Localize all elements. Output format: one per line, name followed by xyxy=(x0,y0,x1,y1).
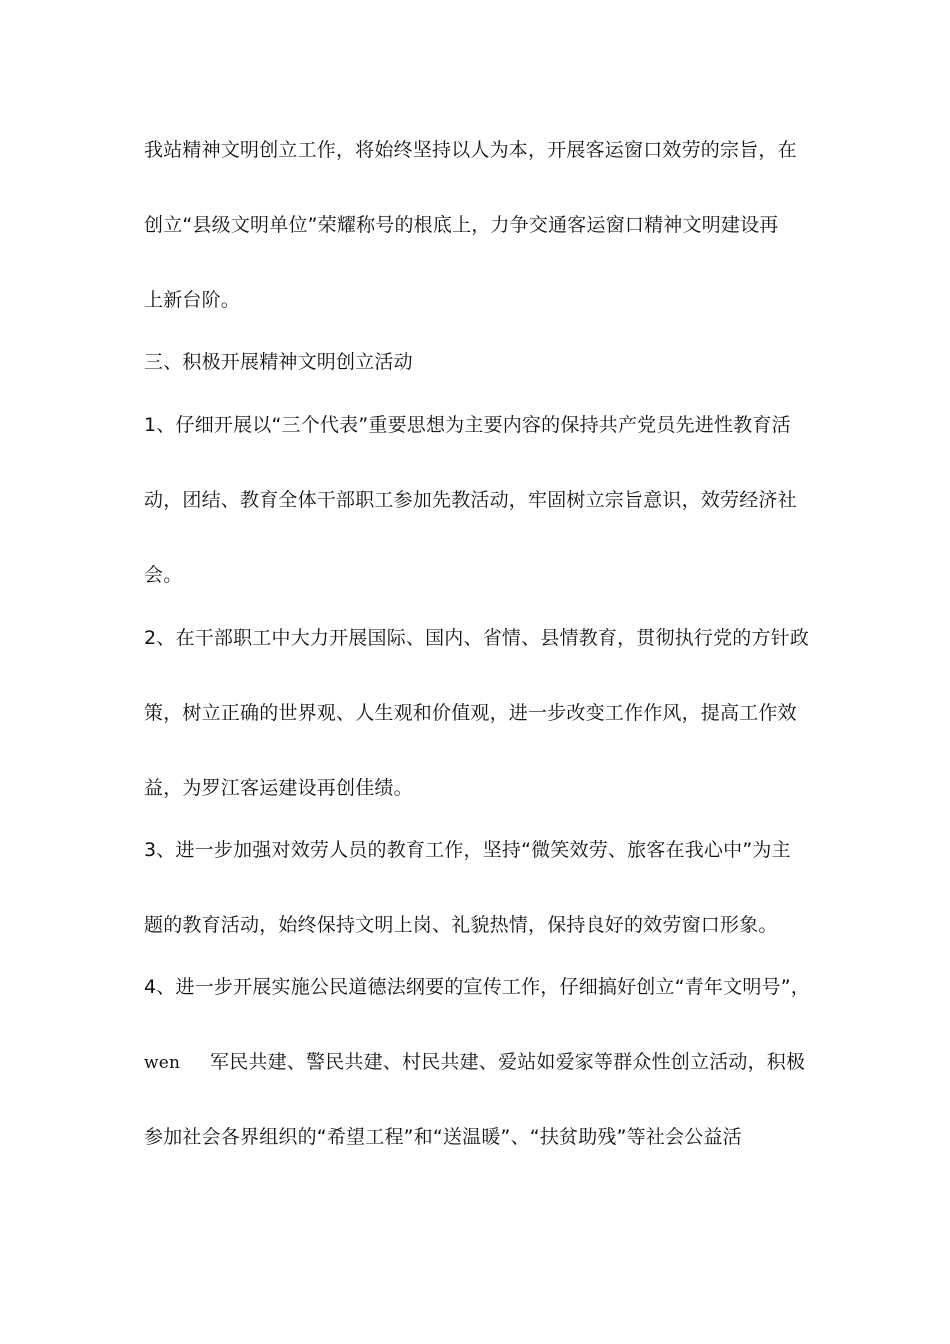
item-2-line-2: 策，树立正确的世界观、人生观和价值观，进一步改变工作作风，提高工作效 xyxy=(144,702,797,724)
item-2-line-3: 益，为罗江客运建设再创佳绩。 xyxy=(144,777,413,799)
item-4-line-1: 4、进一步开展实施公民道德法纲要的宣传工作，仔细搞好创立“青年文明号”， xyxy=(144,976,810,998)
item-3-line-1: 3、进一步加强对效劳人员的教育工作，坚持“微笑效劳、旅客在我心中”为主 xyxy=(144,839,791,861)
item-1-line-2: 动，团结、教育全体干部职工参加先教活动，牢固树立宗旨意识，效劳经济社 xyxy=(144,489,797,511)
item-2-line-1: 2、在干部职工中大力开展国际、国内、省情、县情教育，贯彻执行党的方针政 xyxy=(144,627,810,649)
item-4-line-3: 参加社会各界组织的“希望工程”和“送温暖”、“扶贫助残”等社会公益活 xyxy=(144,1126,742,1148)
paragraph-line-1: 我站精神文明创立工作，将始终坚持以人为本，开展客运窗口效劳的宗旨，在 xyxy=(144,139,797,161)
item-1-line-1: 1、仔细开展以“三个代表”重要思想为主要内容的保持共产党员先进性教育活 xyxy=(144,414,791,436)
item-3-line-2: 题的教育活动，始终保持文明上岗、礼貌热情，保持良好的效劳窗口形象。 xyxy=(144,914,778,936)
paragraph-line-2: 创立“县级文明单位”荣耀称号的根底上，力争交通客运窗口精神文明建设再 xyxy=(144,214,779,236)
section-heading: 三、积极开展精神文明创立活动 xyxy=(144,351,413,373)
item-4-line-2 xyxy=(144,1049,805,1076)
item-4-line-2-text: 军民共建、警民共建、村民共建、爱站如爱家等群众性创立活动，积极 xyxy=(210,1051,806,1073)
paragraph-line-3: 上新台阶。 xyxy=(144,289,241,311)
wen-prefix: wen xyxy=(144,1053,181,1073)
item-1-line-3: 会。 xyxy=(144,564,183,586)
